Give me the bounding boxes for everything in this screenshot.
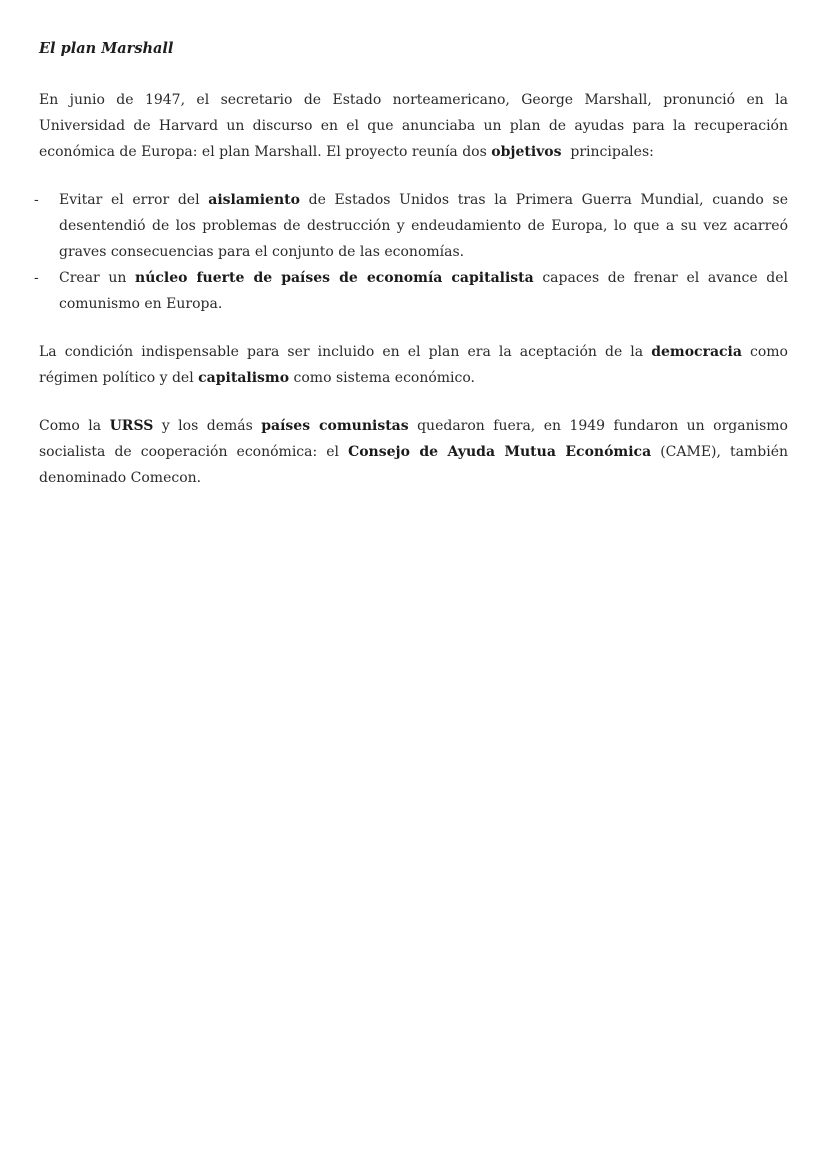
bold-term-urss: URSS [109, 418, 154, 434]
text-run: como régimen político y del [39, 344, 788, 386]
dash-bullet: - [34, 192, 39, 208]
document-page [34, 38, 788, 513]
text-run: Como la [39, 418, 110, 434]
text-run: como sistema económico. [289, 370, 476, 386]
paragraph-came [39, 413, 788, 491]
dash-bullet: - [34, 270, 39, 286]
bold-term-nucleo-capitalista: núcleo fuerte de países de economía capitalista [135, 270, 534, 286]
objectives-list [34, 187, 788, 317]
bold-term-aislamiento: aislamiento [208, 192, 300, 208]
text-run: de Estados Unidos tras la Primera Guerra Mundial, cuando se desentendió de los problemas de destrucción y endeudamiento de Europa, lo que a su vez acarreó graves consecuencias para el conjunto de las economías. [59, 192, 788, 260]
text-run: (CAME), también denominado Comecon. [39, 444, 788, 486]
paragraph-condition [39, 339, 788, 391]
paragraph-intro [39, 87, 788, 165]
text-run: Evitar el error del [59, 192, 209, 208]
bold-term-objetivos: objetivos [491, 144, 562, 160]
text-run: quedaron fuera, en 1949 fundaron un organismo socialista de cooperación económica: el [39, 418, 788, 460]
bold-term-came: Consejo de Ayuda Mutua Económica [348, 444, 652, 460]
text-run: y los demás [153, 418, 262, 434]
list-item [34, 265, 788, 317]
text-run: capaces de frenar el avance del comunismo en Europa. [59, 270, 788, 312]
text-run: principales: [561, 144, 654, 160]
document-title: El plan Marshall [39, 40, 174, 57]
bold-term-paises-comunistas: países comunistas [261, 418, 409, 434]
bold-term-capitalismo: capitalismo [198, 370, 290, 386]
text-run: La condición indispensable para ser incluido en el plan era la aceptación de la [39, 344, 652, 360]
text-run: Crear un [59, 270, 136, 286]
text-run: En junio de 1947, el secretario de Estado norteamericano, George Marshall, pronunció en la Universidad de Harvard un discurso en el que anunciaba un plan de ayudas para la recuperación económica de Europa: el plan Marshall. El proyecto reunía dos [39, 92, 788, 160]
bold-term-democracia: democracia [651, 344, 742, 360]
list-item [34, 187, 788, 265]
